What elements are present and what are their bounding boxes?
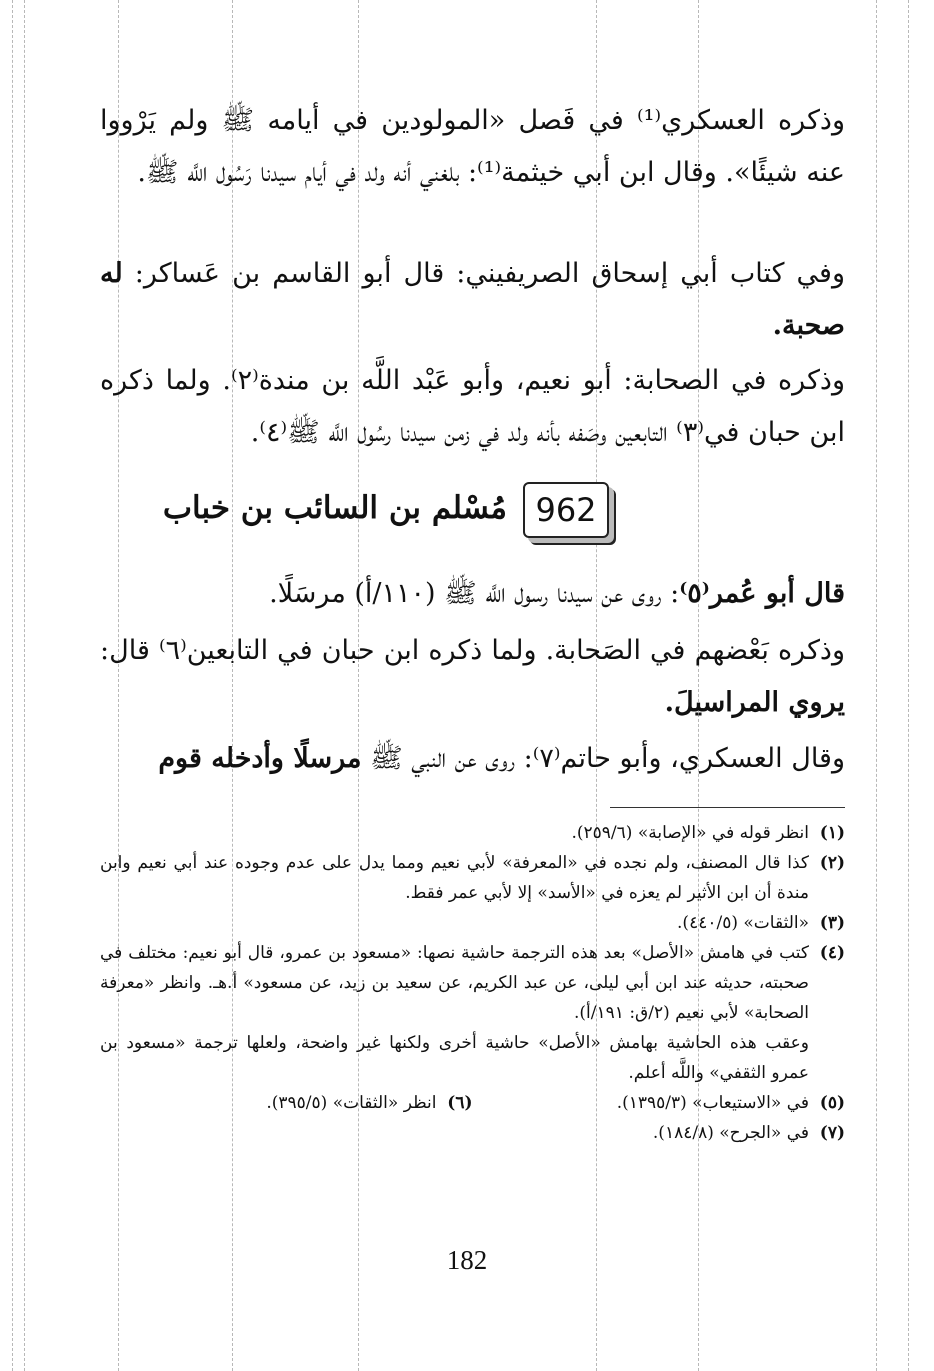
footnote-number: (٥): [819, 1093, 845, 1113]
paragraph-text: وذكره العسكري⁽¹⁾ في فَصل «المولودين في أيامه ﷺ ولم يَرْووا عنه شيئًا». وقال ابن أبي خيثمة⁽¹⁾: بلغني أنه ولد في أيام سيدنا رَسُول اللَّه ﷺ.: [100, 105, 845, 188]
footnote: [100, 938, 845, 1028]
scan-guide-line: [876, 0, 877, 1371]
bold-phrase: قال أبو عُمر⁽٥⁾: [679, 578, 845, 609]
entry-paragraph-3: [100, 733, 845, 785]
scan-guide-line: [24, 0, 25, 1371]
footnote-row: [100, 1088, 845, 1118]
footnote: [100, 1088, 473, 1118]
page-number: 182: [446, 1245, 488, 1275]
paragraph-text: وفي كتاب أبي إسحاق الصريفيني: قال أبو القاسم بن عَساكر:: [134, 258, 845, 289]
footnote: [100, 1118, 845, 1148]
paragraph-text: وقال العسكري، وأبو حاتم⁽٧⁾: روى عن النبي ﷺ: [370, 743, 845, 774]
bold-phrase: يروي المراسيلَ.: [664, 687, 845, 718]
paragraph-text: : روى عن سيدنا رسول اللَّه ﷺ (١١٠/أ) مرسَلًا.: [269, 578, 680, 609]
footnote-text: «الثقات» (٤٤٠/٥).: [677, 913, 809, 933]
entry-title: مُسْلم بن السائب بن خباب: [162, 490, 507, 526]
paragraph-text: وذكره في الصحابة: أبو نعيم، وأبو عَبْد اللَّه بن مندة⁽٢⁾. ولما ذكره ابن حبان في⁽٣⁾ التابعين وصَفه بأنه ولد في زمن سيدنا رسُول اللَّه ﷺ⁽٤⁾.: [100, 365, 845, 448]
footnote-continuation: وعقب هذه الحاشية بهامش «الأصل» حاشية أخرى ولكنها غير واضحة، ولعلها ترجمة «مسعود بن عمرو الثقفي» واللَّه أعلم.: [100, 1033, 809, 1083]
bold-phrase: مرسلًا وأدخله قوم: [158, 743, 362, 774]
footnote: [100, 818, 845, 848]
entry-paragraph-2: [100, 625, 845, 729]
entry-paragraph-1: [100, 568, 845, 620]
scan-guide-line: [908, 0, 909, 1371]
paragraph-3: [100, 355, 845, 459]
footnote: [473, 1088, 846, 1118]
entry-number-box: 962: [523, 482, 609, 538]
footnote-number: (٢): [819, 853, 845, 873]
scan-guide-line: [12, 0, 13, 1371]
paragraph-2: [100, 248, 845, 352]
footnotes: [100, 818, 845, 1148]
paragraph-text: وذكره بَعْضهم في الصَحابة. ولما ذكره ابن حبان في التابعين⁽٦⁾ قال:: [100, 635, 845, 666]
footnote-number: (١): [819, 823, 845, 843]
footnote-text: كتب في هامش «الأصل» بعد هذه الترجمة حاشية نصها: «مسعود بن عمرو، قال أبو نعيم: مختلف في صحبته، حديثه عند ابن أبي ليلى، عن عبد الكريم، عن سعيد بن زيد، عن مسعود» أ.هـ. وانظر «معرفة الصحابة» لأبي نعيم (٢/ق: ١٩١/أ).: [100, 943, 809, 1023]
footnote-text: كذا قال المصنف، ولم نجده في «المعرفة» لأبي نعيم ومما يدل على عدم وجوده عند أبي نعيم وابن مندة أن ابن الأثير لم يعزه في «الأسد» إلا لأبي عمر فقط.: [100, 853, 809, 903]
footnote-separator: [610, 807, 845, 808]
footnote: [100, 908, 845, 938]
footnote-number: (٦): [447, 1093, 473, 1113]
entry-heading: [100, 472, 845, 562]
footnote-number: (٤): [819, 943, 845, 963]
bold-phrase: له صحبة.: [100, 258, 845, 341]
footnote-text: انظر قوله في «الإصابة» (٢٥٩/٦).: [571, 823, 809, 843]
footnote-text: في «الجرح» (١٨٤/٨).: [652, 1123, 809, 1143]
paragraph-1: [100, 95, 845, 199]
footnote-number: (٣): [819, 913, 845, 933]
footnote-text: انظر «الثقات» (٣٩٥/٥).: [266, 1093, 437, 1113]
footnote-number: (٧): [819, 1123, 845, 1143]
footnote: [100, 848, 845, 908]
footnote-text: في «الاستيعاب» (١٣٩٥/٣).: [616, 1093, 809, 1113]
